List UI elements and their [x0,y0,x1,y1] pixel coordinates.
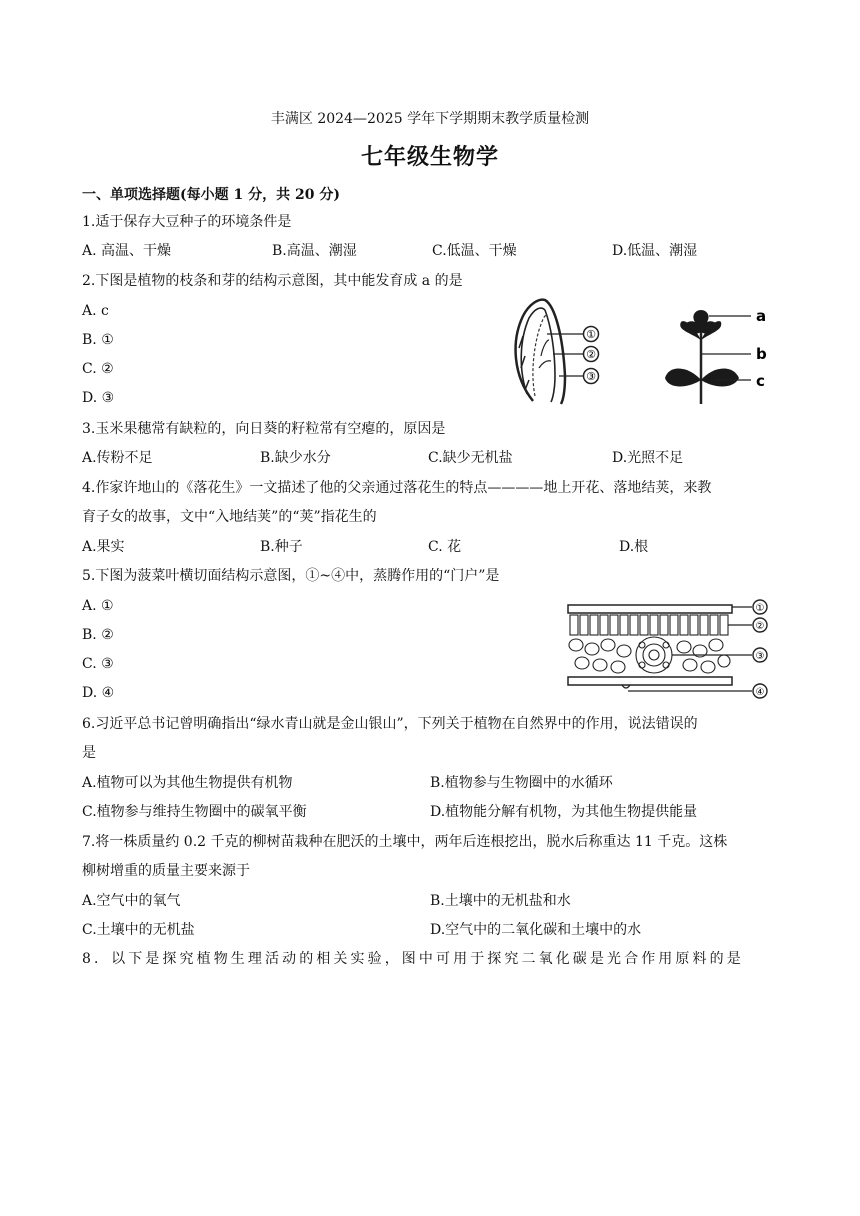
leaf-cross-section-figure [562,597,774,701]
q1-stem: 1.适于保存大豆种子的环境条件是 [82,214,292,230]
q4-options [82,538,782,556]
q5-option-d[interactable]: D. ④ [82,685,115,701]
q3-options [82,449,782,467]
q3-option-d[interactable]: D.光照不足 [612,450,684,466]
section-heading: 一、单项选择题(每小题 1 分，共 20 分) [82,187,340,203]
q7-option-b[interactable]: B.土壤中的无机盐和水 [430,893,571,909]
q6-option-d[interactable]: D.植物能分解有机物，为其他生物提供能量 [430,804,698,820]
q3-option-b[interactable]: B.缺少水分 [260,450,331,466]
q6-stem-line1: 6.习近平总书记曾明确指出“绿水青山就是金山银山”，下列关于植物在自然界中的作用，说法错误的 [82,716,698,732]
q5-option-b[interactable]: B. ② [82,627,114,643]
branch-structure-figure [655,296,780,408]
q7-option-c[interactable]: C.土壤中的无机盐 [82,922,195,938]
q5-option-c[interactable]: C. ③ [82,656,114,672]
bud-label-2: ② [586,348,596,361]
q2-option-c[interactable]: C. ② [82,361,114,377]
leaf-label-1: ① [755,603,765,614]
q4-option-d[interactable]: D.根 [619,539,649,555]
q6-option-b[interactable]: B.植物参与生物圈中的水循环 [430,775,613,791]
q3-option-c[interactable]: C.缺少无机盐 [428,450,513,466]
exam-subtitle: 丰满区 2024—2025 学年下学期期末教学质量检测 [270,111,590,127]
q3-option-a[interactable]: A.传粉不足 [82,450,153,466]
bud-structure-figure [505,296,625,406]
q4-stem-line2: 育子女的故事，文中“入地结荚”的“荚”指花生的 [82,509,377,525]
branch-label-c: c [756,372,765,390]
q7-stem-line2: 柳树增重的质量主要来源于 [82,863,250,879]
q1-option-b[interactable]: B.高温、潮湿 [272,243,357,259]
branch-label-a: a [756,307,767,325]
q8-stem: 8．以下是探究植物生理活动的相关实验，图中可用于探究二氧化碳是光合作用原料的是 [82,951,744,967]
leaf-label-4: ④ [755,687,765,698]
q4-option-c[interactable]: C. 花 [428,539,462,555]
q5-stem: 5.下图为菠菜叶横切面结构示意图，①~④中，蒸腾作用的“门户”是 [82,568,500,584]
q2-option-a[interactable]: A. c [82,303,109,319]
q6-option-a[interactable]: A.植物可以为其他生物提供有机物 [82,775,293,791]
leaf-label-2: ② [755,621,765,632]
q1-option-d[interactable]: D.低温、潮湿 [612,243,698,259]
q2-option-d[interactable]: D. ③ [82,390,115,406]
q7-option-d[interactable]: D.空气中的二氧化碳和土壤中的水 [430,922,642,938]
bud-label-3: ③ [586,370,596,383]
q7-stem-line1: 7.将一株质量约 0.2 千克的柳树苗栽种在肥沃的土壤中，两年后连根挖出，脱水后称重达 11 千克。这株 [82,834,728,850]
q4-stem-line1: 4.作家许地山的《落花生》一文描述了他的父亲通过落花生的特点————地上开花、落地结荚，来教 [82,480,712,496]
exam-title: 七年级生物学 [360,144,499,170]
q1-options [82,242,782,260]
q6-options-row2 [82,803,782,821]
q4-option-a[interactable]: A.果实 [82,539,125,555]
q2-option-b[interactable]: B. ① [82,332,114,348]
q6-option-c[interactable]: C.植物参与维持生物圈中的碳氧平衡 [82,804,307,820]
leaf-label-3: ③ [755,651,765,662]
bud-label-1: ① [586,328,596,341]
q1-option-c[interactable]: C.低温、干燥 [432,243,517,259]
branch-label-b: b [756,345,767,363]
q2-stem: 2.下图是植物的枝条和芽的结构示意图，其中能发育成 a 的是 [82,273,463,289]
q4-option-b[interactable]: B.种子 [260,539,303,555]
q6-stem-line2: 是 [82,745,96,761]
q7-options-row2 [82,921,782,939]
q7-option-a[interactable]: A.空气中的氧气 [82,893,181,909]
q3-stem: 3.玉米果穗常有缺粒的，向日葵的籽粒常有空瘪的，原因是 [82,421,446,437]
q5-option-a[interactable]: A. ① [82,598,114,614]
q1-option-a[interactable]: A. 高温、干燥 [82,243,172,259]
q7-options-row1 [82,892,782,910]
q6-options-row1 [82,774,782,792]
